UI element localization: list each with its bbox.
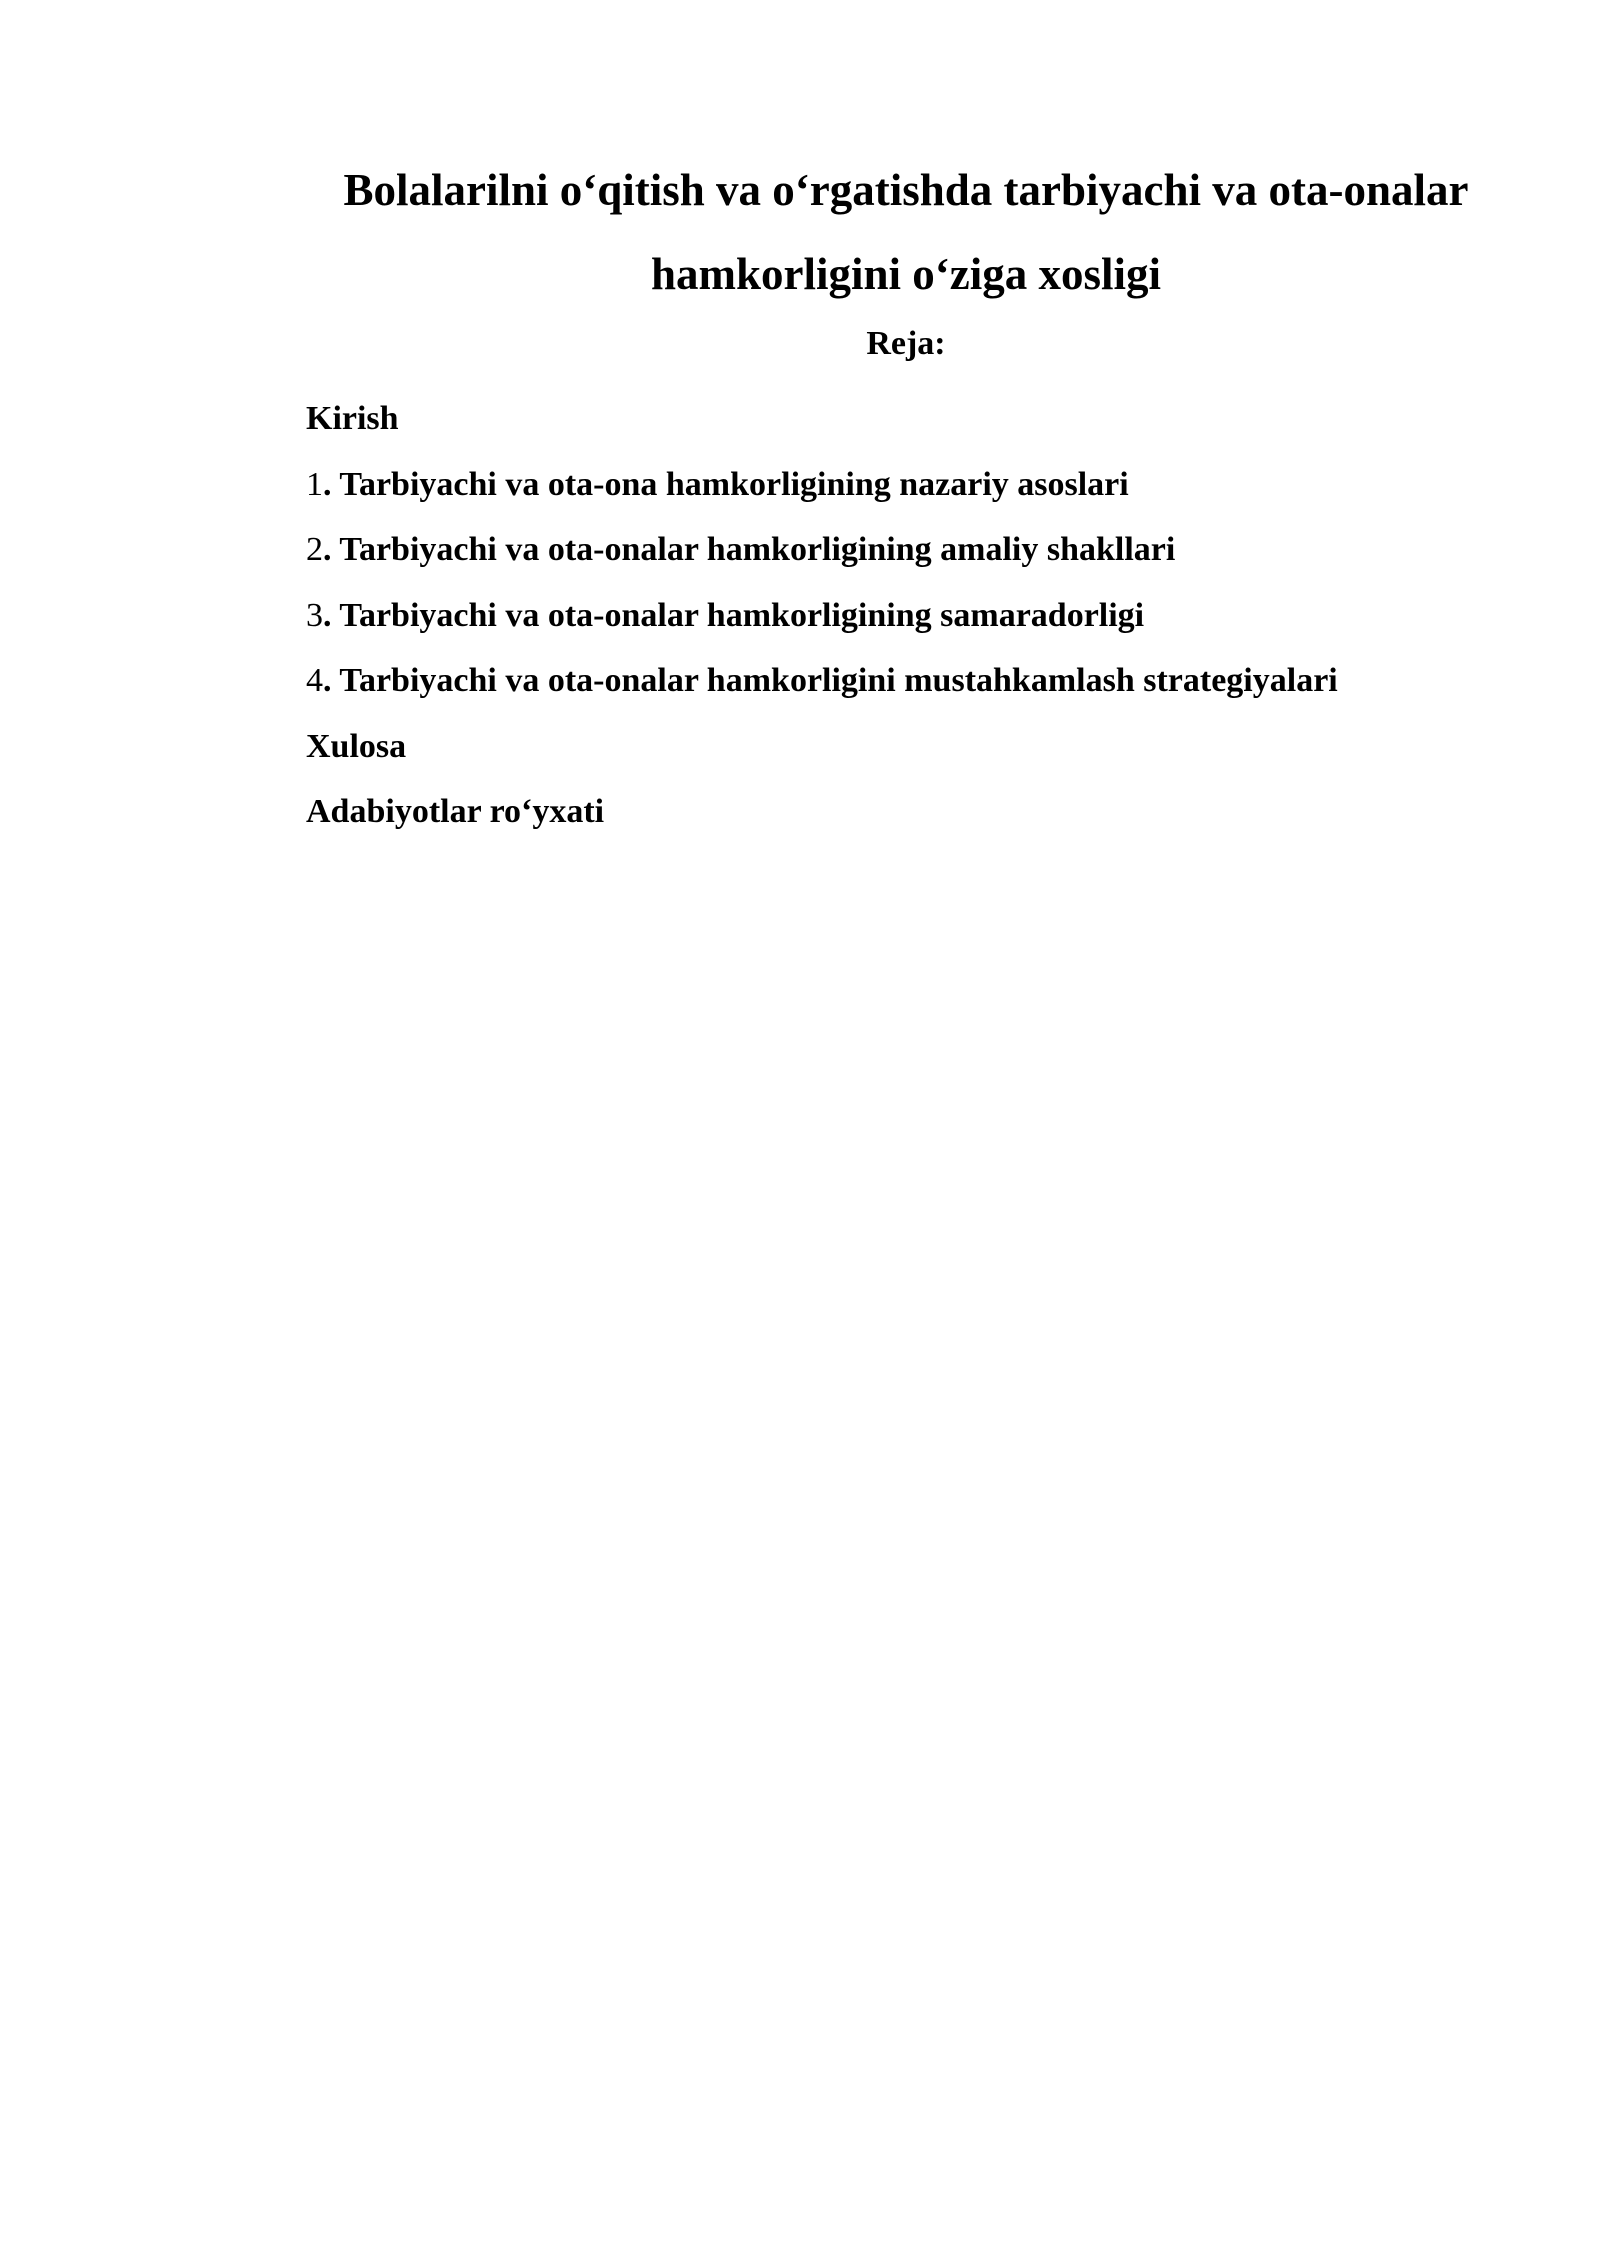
plan-item-1 [306,452,1338,518]
plan-item-number: 1 [306,465,323,503]
plan-item-number: 4 [306,662,323,699]
plan-item-text: Adabiyotlar ro‘yxati [306,793,605,830]
plan-item-number: 2 [306,531,323,568]
plan-item-references [306,779,1338,845]
plan-item-4 [306,648,1338,714]
document-title: Bolalarilni o‘qitish va o‘rgatishda tarbiyachi va ota-onalar hamkorligini o‘ziga xosligi [343,165,1469,299]
plan-item-text: Kirish [306,400,399,437]
plan-item-number: 3 [306,596,323,634]
plan-item-text: . Tarbiyachi va ota-onalar hamkorligini mustahkamlash strategiyalari [323,662,1338,699]
plan-item-text: . Tarbiyachi va ota-onalar hamkorligining samaradorligi [323,596,1145,634]
plan-item-text: Xulosa [306,727,407,765]
plan-item-2 [306,517,1338,583]
plan-heading: Reja: [866,325,946,362]
plan-list [306,386,1338,845]
plan-item-text: . Tarbiyachi va ota-ona hamkorligining nazariy asoslari [323,465,1129,503]
plan-item-conclusion [306,714,1338,780]
plan-item-text: . Tarbiyachi va ota-onalar hamkorligining amaliy shakllari [323,531,1176,568]
plan-item-3 [306,583,1338,649]
plan-item-intro [306,386,1338,452]
